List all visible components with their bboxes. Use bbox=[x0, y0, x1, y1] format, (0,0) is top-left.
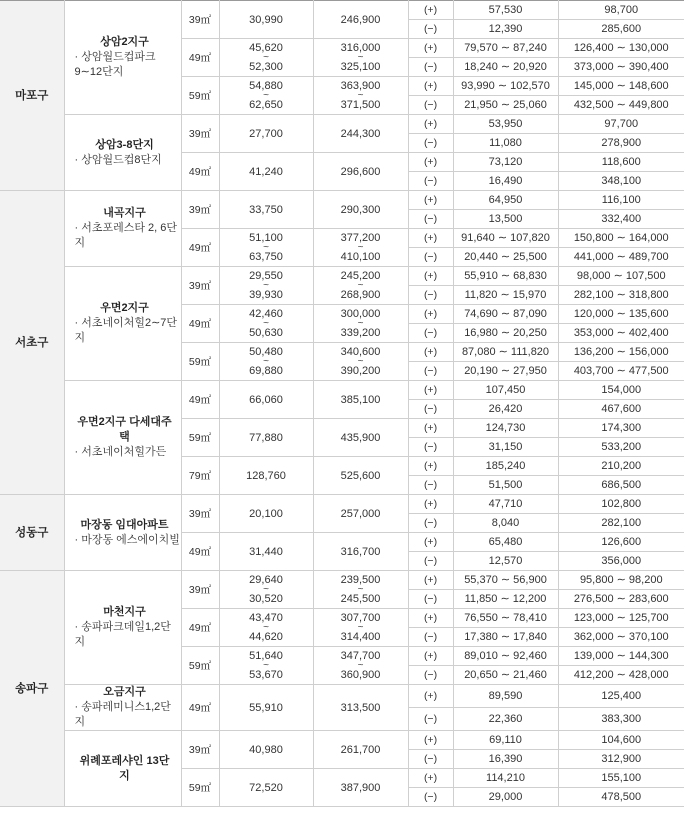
minus-sign: (−) bbox=[408, 400, 453, 419]
monthly-rent-cell bbox=[313, 571, 408, 609]
minus-deposit-value: 18,240 ∼ 20,920 bbox=[453, 58, 558, 77]
deposit-cell bbox=[219, 77, 313, 115]
table-row bbox=[0, 495, 684, 514]
deposit-cell-low: 45,620 bbox=[249, 41, 283, 54]
monthly-rent-cell-high: 325,100 bbox=[340, 60, 381, 73]
minus-sign: (−) bbox=[408, 58, 453, 77]
tilde-mark: ~ bbox=[263, 317, 269, 329]
monthly-rent-cell bbox=[313, 77, 408, 115]
plus-deposit-value: 89,590 bbox=[453, 685, 558, 708]
district-name: 위례포레샤인 13단지 bbox=[79, 754, 170, 782]
monthly-rent-cell bbox=[313, 647, 408, 685]
monthly-rent-cell: 261,700 bbox=[313, 731, 408, 769]
plus-deposit-value: 91,640 ∼ 107,820 bbox=[453, 229, 558, 248]
plus-rent-value: 136,200 ∼ 156,000 bbox=[558, 343, 684, 362]
unit-size-cell: 49㎡ bbox=[181, 381, 219, 419]
table-row bbox=[0, 381, 684, 400]
minus-sign: (−) bbox=[408, 96, 453, 115]
table-row bbox=[0, 731, 684, 750]
table-row bbox=[0, 191, 684, 210]
plus-deposit-value: 53,950 bbox=[453, 115, 558, 134]
minus-sign: (−) bbox=[408, 324, 453, 343]
monthly-rent-cell bbox=[313, 39, 408, 77]
complex-name: · 서초네이처힐2∼7단지 bbox=[74, 317, 178, 344]
minus-rent-value: 348,100 bbox=[558, 172, 684, 191]
plus-deposit-value: 114,210 bbox=[453, 769, 558, 788]
plus-rent-value: 120,000 ∼ 135,600 bbox=[558, 305, 684, 324]
minus-rent-value: 533,200 bbox=[558, 438, 684, 457]
minus-rent-value: 467,600 bbox=[558, 400, 684, 419]
minus-rent-value: 278,900 bbox=[558, 134, 684, 153]
monthly-rent-cell bbox=[313, 609, 408, 647]
deposit-cell-high: 50,630 bbox=[249, 326, 283, 339]
monthly-rent-cell: 244,300 bbox=[313, 115, 408, 153]
minus-rent-value: 356,000 bbox=[558, 552, 684, 571]
complex-name: · 송파레미니스1,2단지 bbox=[74, 701, 171, 728]
plus-sign: (+) bbox=[408, 769, 453, 788]
deposit-cell-high: 62,650 bbox=[249, 98, 283, 111]
deposit-cell-high: 52,300 bbox=[249, 60, 283, 73]
deposit-cell bbox=[219, 571, 313, 609]
minus-rent-value: 312,900 bbox=[558, 750, 684, 769]
deposit-cell-high: 63,750 bbox=[249, 250, 283, 263]
minus-sign: (−) bbox=[408, 172, 453, 191]
minus-rent-value: 383,300 bbox=[558, 708, 684, 731]
minus-rent-value: 285,600 bbox=[558, 20, 684, 39]
deposit-cell-low: 29,640 bbox=[249, 573, 283, 586]
monthly-rent-cell: 257,000 bbox=[313, 495, 408, 533]
district-cell bbox=[64, 685, 181, 731]
plus-sign: (+) bbox=[408, 77, 453, 96]
deposit-cell-high: 69,880 bbox=[249, 364, 283, 377]
deposit-cell: 20,100 bbox=[219, 495, 313, 533]
plus-deposit-value: 64,950 bbox=[453, 191, 558, 210]
minus-sign: (−) bbox=[408, 590, 453, 609]
plus-sign: (+) bbox=[408, 1, 453, 20]
region-cell: 성동구 bbox=[0, 495, 64, 571]
deposit-cell-high: 39,930 bbox=[249, 288, 283, 301]
minus-deposit-value: 17,380 ∼ 17,840 bbox=[453, 628, 558, 647]
monthly-rent-cell: 435,900 bbox=[313, 419, 408, 457]
district-name: 오금지구 bbox=[103, 686, 146, 698]
complex-name: · 서초네이처힐가든 bbox=[74, 446, 167, 458]
minus-sign: (−) bbox=[408, 362, 453, 381]
monthly-rent-cell-low: 340,600 bbox=[340, 345, 381, 358]
plus-rent-value: 95,800 ∼ 98,200 bbox=[558, 571, 684, 590]
plus-deposit-value: 65,480 bbox=[453, 533, 558, 552]
monthly-rent-cell-low: 300,000 bbox=[340, 307, 381, 320]
minus-deposit-value: 11,820 ∼ 15,970 bbox=[453, 286, 558, 305]
unit-size-cell: 49㎡ bbox=[181, 305, 219, 343]
deposit-cell-low: 42,460 bbox=[249, 307, 283, 320]
unit-size-cell: 59㎡ bbox=[181, 343, 219, 381]
plus-rent-value: 98,700 bbox=[558, 1, 684, 20]
district-name: 마천지구 bbox=[103, 606, 146, 618]
deposit-cell bbox=[219, 609, 313, 647]
monthly-rent-cell-low: 347,700 bbox=[340, 649, 381, 662]
minus-sign: (−) bbox=[408, 20, 453, 39]
plus-deposit-value: 93,990 ∼ 102,570 bbox=[453, 77, 558, 96]
plus-deposit-value: 89,010 ∼ 92,460 bbox=[453, 647, 558, 666]
deposit-cell-low: 54,880 bbox=[249, 79, 283, 92]
tilde-mark: ~ bbox=[357, 621, 364, 633]
monthly-rent-cell-low: 245,200 bbox=[340, 269, 381, 282]
minus-deposit-value: 16,980 ∼ 20,250 bbox=[453, 324, 558, 343]
plus-deposit-value: 73,120 bbox=[453, 153, 558, 172]
minus-rent-value: 353,000 ∼ 402,400 bbox=[558, 324, 684, 343]
district-cell bbox=[64, 731, 181, 807]
unit-size-cell: 49㎡ bbox=[181, 533, 219, 571]
plus-sign: (+) bbox=[408, 685, 453, 708]
district-name: 마장동 임대아파트 bbox=[80, 518, 169, 531]
tilde-mark: ~ bbox=[357, 279, 364, 291]
tilde-mark: ~ bbox=[263, 659, 269, 671]
unit-size-cell: 49㎡ bbox=[181, 39, 219, 77]
plus-deposit-value: 55,370 ∼ 56,900 bbox=[453, 571, 558, 590]
plus-deposit-value: 74,690 ∼ 87,090 bbox=[453, 305, 558, 324]
deposit-cell: 55,910 bbox=[219, 685, 313, 731]
plus-sign: (+) bbox=[408, 419, 453, 438]
plus-sign: (+) bbox=[408, 731, 453, 750]
monthly-rent-cell-high: 268,900 bbox=[340, 288, 381, 301]
monthly-rent-cell-low: 239,500 bbox=[340, 573, 381, 586]
plus-deposit-value: 107,450 bbox=[453, 381, 558, 400]
deposit-cell: 128,760 bbox=[219, 457, 313, 495]
district-cell bbox=[64, 1, 181, 115]
plus-sign: (+) bbox=[408, 115, 453, 134]
district-cell bbox=[64, 495, 181, 571]
minus-rent-value: 403,700 ∼ 477,500 bbox=[558, 362, 684, 381]
minus-deposit-value: 16,390 bbox=[453, 750, 558, 769]
plus-rent-value: 98,000 ∼ 107,500 bbox=[558, 267, 684, 286]
minus-deposit-value: 12,390 bbox=[453, 20, 558, 39]
plus-rent-value: 155,100 bbox=[558, 769, 684, 788]
plus-sign: (+) bbox=[408, 267, 453, 286]
minus-rent-value: 276,500 ∼ 283,600 bbox=[558, 590, 684, 609]
minus-sign: (−) bbox=[408, 438, 453, 457]
district-cell bbox=[64, 191, 181, 267]
tilde-mark: ~ bbox=[263, 621, 269, 633]
plus-rent-value: 104,600 bbox=[558, 731, 684, 750]
minus-sign: (−) bbox=[408, 210, 453, 229]
deposit-cell: 40,980 bbox=[219, 731, 313, 769]
district-cell bbox=[64, 267, 181, 381]
unit-size-cell: 49㎡ bbox=[181, 685, 219, 731]
tilde-mark: ~ bbox=[263, 241, 269, 253]
monthly-rent-cell-high: 410,100 bbox=[340, 250, 381, 263]
minus-deposit-value: 16,490 bbox=[453, 172, 558, 191]
tilde-mark: ~ bbox=[357, 317, 364, 329]
deposit-cell: 33,750 bbox=[219, 191, 313, 229]
plus-deposit-value: 87,080 ∼ 111,820 bbox=[453, 343, 558, 362]
plus-rent-value: 118,600 bbox=[558, 153, 684, 172]
deposit-cell: 66,060 bbox=[219, 381, 313, 419]
plus-deposit-value: 47,710 bbox=[453, 495, 558, 514]
unit-size-cell: 39㎡ bbox=[181, 115, 219, 153]
minus-deposit-value: 11,850 ∼ 12,200 bbox=[453, 590, 558, 609]
unit-size-cell: 79㎡ bbox=[181, 457, 219, 495]
plus-deposit-value: 57,530 bbox=[453, 1, 558, 20]
plus-deposit-value: 185,240 bbox=[453, 457, 558, 476]
unit-size-cell: 49㎡ bbox=[181, 229, 219, 267]
deposit-cell bbox=[219, 305, 313, 343]
monthly-rent-cell: 246,900 bbox=[313, 1, 408, 39]
plus-rent-value: 145,000 ∼ 148,600 bbox=[558, 77, 684, 96]
unit-size-cell: 59㎡ bbox=[181, 77, 219, 115]
monthly-rent-cell-low: 377,200 bbox=[340, 231, 381, 244]
plus-deposit-value: 124,730 bbox=[453, 419, 558, 438]
table-row bbox=[0, 685, 684, 708]
monthly-rent-cell bbox=[313, 229, 408, 267]
unit-size-cell: 39㎡ bbox=[181, 1, 219, 39]
table-body bbox=[0, 1, 684, 807]
tilde-mark: ~ bbox=[263, 89, 269, 101]
plus-sign: (+) bbox=[408, 381, 453, 400]
tilde-mark: ~ bbox=[357, 241, 364, 253]
deposit-cell: 31,440 bbox=[219, 533, 313, 571]
minus-deposit-value: 8,040 bbox=[453, 514, 558, 533]
minus-sign: (−) bbox=[408, 514, 453, 533]
complex-name: · 상암월드컵8단지 bbox=[74, 153, 162, 166]
deposit-cell-low: 29,550 bbox=[249, 269, 283, 282]
plus-rent-value: 97,700 bbox=[558, 115, 684, 134]
plus-deposit-value: 55,910 ∼ 68,830 bbox=[453, 267, 558, 286]
minus-sign: (−) bbox=[408, 666, 453, 685]
minus-rent-value: 332,400 bbox=[558, 210, 684, 229]
monthly-rent-cell-high: 245,500 bbox=[340, 592, 381, 605]
minus-deposit-value: 29,000 bbox=[453, 788, 558, 807]
deposit-cell-low: 43,470 bbox=[249, 611, 283, 624]
plus-rent-value: 154,000 bbox=[558, 381, 684, 400]
deposit-cell: 30,990 bbox=[219, 1, 313, 39]
deposit-cell-high: 30,520 bbox=[249, 592, 283, 605]
plus-deposit-value: 79,570 ∼ 87,240 bbox=[453, 39, 558, 58]
plus-sign: (+) bbox=[408, 647, 453, 666]
minus-deposit-value: 20,650 ∼ 21,460 bbox=[453, 666, 558, 685]
plus-rent-value: 150,800 ∼ 164,000 bbox=[558, 229, 684, 248]
district-name: 상암3-8단지 bbox=[95, 138, 154, 151]
plus-rent-value: 174,300 bbox=[558, 419, 684, 438]
plus-sign: (+) bbox=[408, 495, 453, 514]
minus-sign: (−) bbox=[408, 476, 453, 495]
district-name: 상암2지구 bbox=[100, 36, 149, 48]
plus-rent-value: 123,000 ∼ 125,700 bbox=[558, 609, 684, 628]
plus-sign: (+) bbox=[408, 609, 453, 628]
deposit-cell-low: 51,640 bbox=[249, 649, 283, 662]
plus-sign: (+) bbox=[408, 229, 453, 248]
minus-rent-value: 282,100 bbox=[558, 514, 684, 533]
minus-sign: (−) bbox=[408, 788, 453, 807]
plus-sign: (+) bbox=[408, 305, 453, 324]
table-row bbox=[0, 1, 684, 20]
minus-rent-value: 478,500 bbox=[558, 788, 684, 807]
district-name: 우면2지구 다세대주택 bbox=[77, 416, 172, 443]
table-row bbox=[0, 267, 684, 286]
region-cell: 서초구 bbox=[0, 191, 64, 495]
plus-rent-value: 139,000 ∼ 144,300 bbox=[558, 647, 684, 666]
minus-rent-value: 282,100 ∼ 318,800 bbox=[558, 286, 684, 305]
monthly-rent-cell bbox=[313, 305, 408, 343]
monthly-rent-cell-high: 371,500 bbox=[340, 98, 381, 111]
district-cell bbox=[64, 571, 181, 685]
plus-rent-value: 116,100 bbox=[558, 191, 684, 210]
plus-rent-value: 210,200 bbox=[558, 457, 684, 476]
plus-sign: (+) bbox=[408, 153, 453, 172]
plus-rent-value: 126,600 bbox=[558, 533, 684, 552]
monthly-rent-cell: 296,600 bbox=[313, 153, 408, 191]
unit-size-cell: 49㎡ bbox=[181, 609, 219, 647]
minus-sign: (−) bbox=[408, 628, 453, 647]
monthly-rent-cell-low: 363,900 bbox=[340, 79, 381, 92]
deposit-cell-high: 53,670 bbox=[249, 668, 283, 681]
monthly-rent-cell: 313,500 bbox=[313, 685, 408, 731]
unit-size-cell: 59㎡ bbox=[181, 647, 219, 685]
monthly-rent-cell: 290,300 bbox=[313, 191, 408, 229]
plus-deposit-value: 76,550 ∼ 78,410 bbox=[453, 609, 558, 628]
deposit-cell bbox=[219, 39, 313, 77]
minus-deposit-value: 11,080 bbox=[453, 134, 558, 153]
minus-deposit-value: 13,500 bbox=[453, 210, 558, 229]
deposit-cell-high: 44,620 bbox=[249, 630, 283, 643]
complex-name: · 송파파크데일1,2단지 bbox=[74, 621, 171, 648]
minus-deposit-value: 31,150 bbox=[453, 438, 558, 457]
minus-rent-value: 432,500 ∼ 449,800 bbox=[558, 96, 684, 115]
tilde-mark: ~ bbox=[357, 583, 364, 595]
unit-size-cell: 39㎡ bbox=[181, 571, 219, 609]
plus-sign: (+) bbox=[408, 343, 453, 362]
district-cell bbox=[64, 115, 181, 191]
region-cell: 마포구 bbox=[0, 1, 64, 191]
monthly-rent-cell-high: 360,900 bbox=[340, 668, 381, 681]
monthly-rent-cell bbox=[313, 267, 408, 305]
region-cell: 송파구 bbox=[0, 571, 64, 807]
minus-sign: (−) bbox=[408, 134, 453, 153]
unit-size-cell: 39㎡ bbox=[181, 267, 219, 305]
complex-name: · 서초포레스타 2, 6단지 bbox=[74, 222, 178, 249]
minus-deposit-value: 22,360 bbox=[453, 708, 558, 731]
plus-sign: (+) bbox=[408, 571, 453, 590]
minus-deposit-value: 26,420 bbox=[453, 400, 558, 419]
minus-deposit-value: 20,190 ∼ 27,950 bbox=[453, 362, 558, 381]
deposit-cell bbox=[219, 647, 313, 685]
deposit-cell bbox=[219, 343, 313, 381]
unit-size-cell: 39㎡ bbox=[181, 731, 219, 769]
minus-sign: (−) bbox=[408, 708, 453, 731]
monthly-rent-cell-high: 339,200 bbox=[340, 326, 381, 339]
minus-sign: (−) bbox=[408, 750, 453, 769]
deposit-cell bbox=[219, 229, 313, 267]
tilde-mark: ~ bbox=[263, 51, 269, 63]
minus-rent-value: 373,000 ∼ 390,400 bbox=[558, 58, 684, 77]
table-row bbox=[0, 115, 684, 134]
minus-deposit-value: 51,500 bbox=[453, 476, 558, 495]
deposit-cell-low: 51,100 bbox=[249, 231, 283, 244]
minus-rent-value: 412,200 ∼ 428,000 bbox=[558, 666, 684, 685]
plus-sign: (+) bbox=[408, 533, 453, 552]
plus-rent-value: 125,400 bbox=[558, 685, 684, 708]
tilde-mark: ~ bbox=[357, 51, 364, 63]
district-cell bbox=[64, 381, 181, 495]
unit-size-cell: 59㎡ bbox=[181, 419, 219, 457]
plus-deposit-value: 69,110 bbox=[453, 731, 558, 750]
monthly-rent-cell-low: 307,700 bbox=[340, 611, 381, 624]
monthly-rent-cell-high: 314,400 bbox=[340, 630, 381, 643]
monthly-rent-cell: 385,100 bbox=[313, 381, 408, 419]
deposit-cell: 27,700 bbox=[219, 115, 313, 153]
tilde-mark: ~ bbox=[357, 659, 364, 671]
tilde-mark: ~ bbox=[263, 355, 269, 367]
monthly-rent-cell: 316,700 bbox=[313, 533, 408, 571]
minus-sign: (−) bbox=[408, 552, 453, 571]
monthly-rent-cell: 387,900 bbox=[313, 769, 408, 807]
tilde-mark: ~ bbox=[357, 355, 364, 367]
tilde-mark: ~ bbox=[263, 583, 269, 595]
minus-sign: (−) bbox=[408, 286, 453, 305]
district-name: 우면2지구 bbox=[100, 302, 149, 314]
monthly-rent-cell bbox=[313, 343, 408, 381]
tilde-mark: ~ bbox=[263, 279, 269, 291]
unit-size-cell: 59㎡ bbox=[181, 769, 219, 807]
monthly-rent-cell: 525,600 bbox=[313, 457, 408, 495]
minus-rent-value: 362,000 ∼ 370,100 bbox=[558, 628, 684, 647]
deposit-cell: 72,520 bbox=[219, 769, 313, 807]
complex-name: · 상암월드컵파크 9∼12단지 bbox=[74, 51, 156, 78]
unit-size-cell: 49㎡ bbox=[181, 153, 219, 191]
plus-rent-value: 126,400 ∼ 130,000 bbox=[558, 39, 684, 58]
plus-rent-value: 102,800 bbox=[558, 495, 684, 514]
unit-size-cell: 39㎡ bbox=[181, 495, 219, 533]
minus-deposit-value: 21,950 ∼ 25,060 bbox=[453, 96, 558, 115]
minus-rent-value: 441,000 ∼ 489,700 bbox=[558, 248, 684, 267]
plus-sign: (+) bbox=[408, 39, 453, 58]
deposit-cell: 77,880 bbox=[219, 419, 313, 457]
deposit-cell-low: 50,480 bbox=[249, 345, 283, 358]
minus-rent-value: 686,500 bbox=[558, 476, 684, 495]
deposit-cell: 41,240 bbox=[219, 153, 313, 191]
unit-size-cell: 39㎡ bbox=[181, 191, 219, 229]
minus-sign: (−) bbox=[408, 248, 453, 267]
district-name: 내곡지구 bbox=[103, 207, 146, 219]
table-row bbox=[0, 571, 684, 590]
plus-sign: (+) bbox=[408, 457, 453, 476]
minus-deposit-value: 12,570 bbox=[453, 552, 558, 571]
deposit-cell bbox=[219, 267, 313, 305]
plus-sign: (+) bbox=[408, 191, 453, 210]
minus-deposit-value: 20,440 ∼ 25,500 bbox=[453, 248, 558, 267]
tilde-mark: ~ bbox=[357, 89, 364, 101]
monthly-rent-cell-high: 390,200 bbox=[340, 364, 381, 377]
monthly-rent-cell-low: 316,000 bbox=[340, 41, 381, 54]
complex-name: · 마장동 에스에이치빌 bbox=[74, 533, 180, 546]
